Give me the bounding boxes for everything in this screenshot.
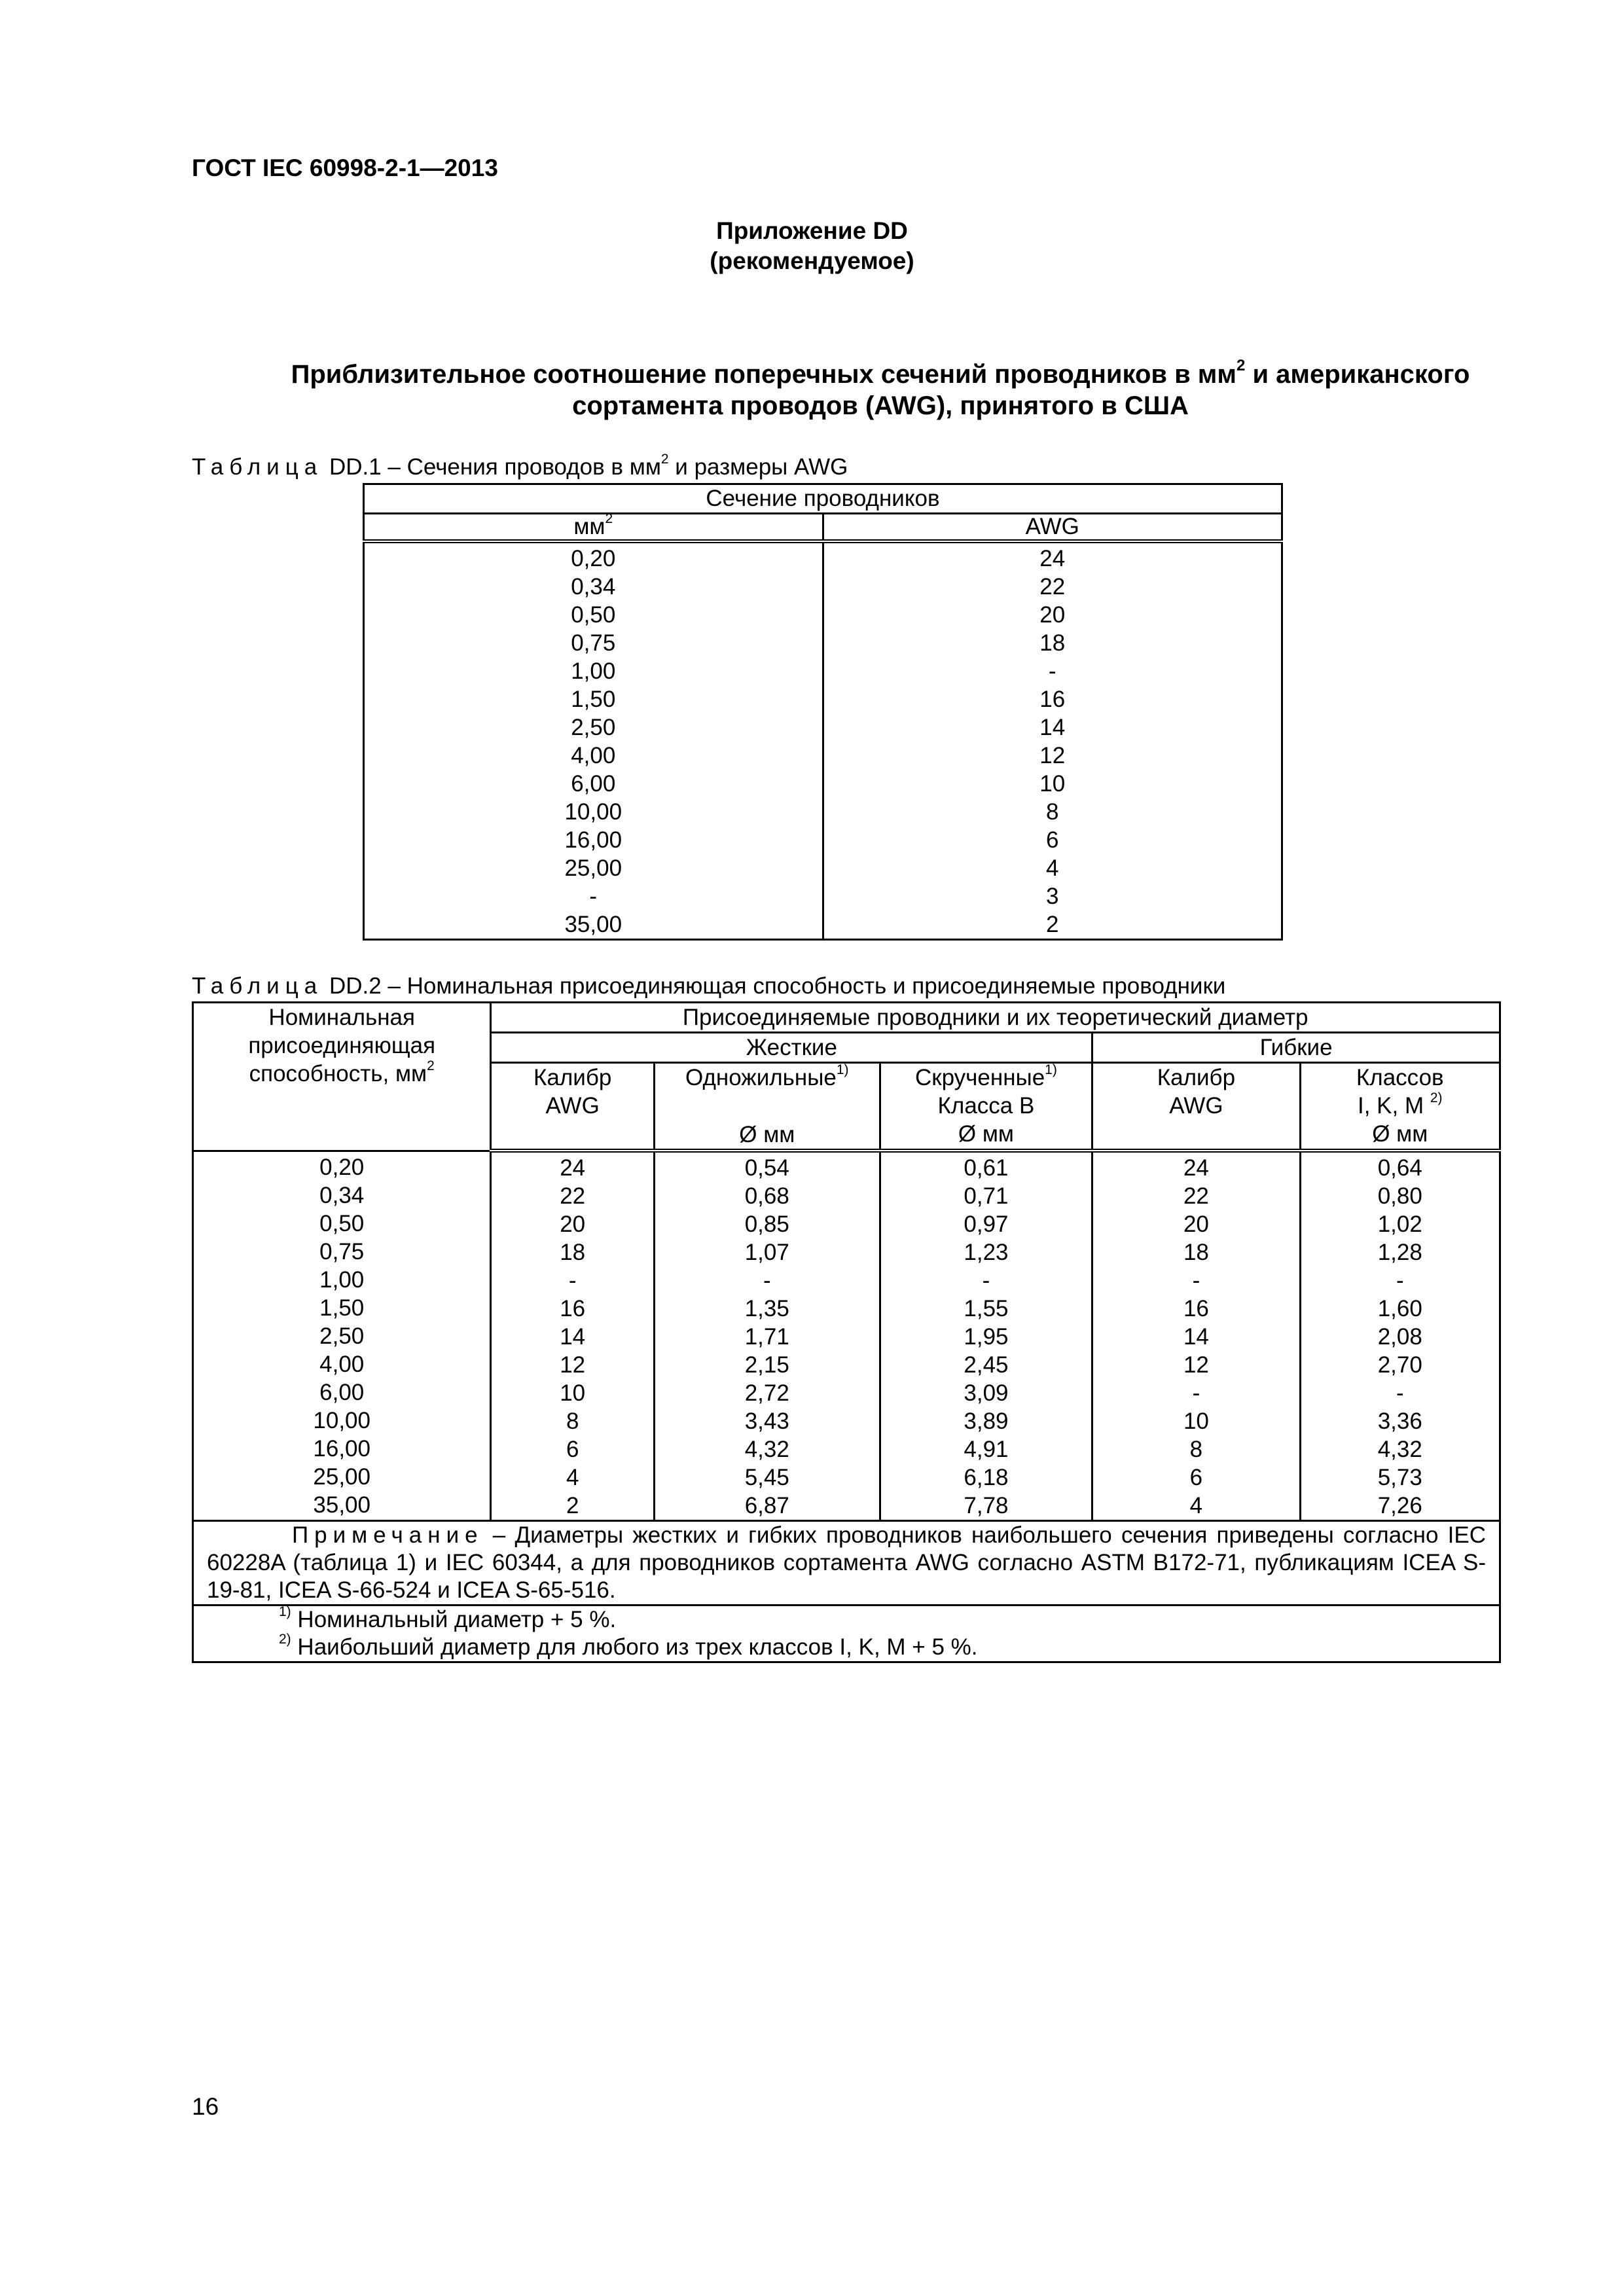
table-cell: 8 [1189,1437,1203,1462]
footnote-1: $^{1)}$ Номинальный диаметр + 5 %. [279,1604,617,1632]
table-cell: 1,00 [571,658,616,684]
table-cell: 16 [1183,1296,1209,1321]
table-cell: 1,35 [744,1296,789,1321]
table-cell: 4 [566,1465,579,1490]
table-cell: 0,71 [964,1183,1009,1209]
table-cell: 5,45 [744,1465,789,1490]
table-cell: 0,85 [744,1211,789,1237]
main-heading-line-1: Приблизительное соотношение поперечных сечений проводников в $мм^2$ и американского [291,356,1470,389]
table2-footnotes [193,1605,1500,1662]
table-cell: 1,23 [964,1240,1009,1265]
table2-header-gauge-flexible: Калибр AWG [1092,1063,1300,1151]
table-cell: 24 [1183,1155,1209,1181]
table-cell: - [1396,1268,1404,1293]
appendix-status: (рекомендуемое) [710,247,914,274]
table1-caption: Таблица DD.1 – Сечения проводов в $мм^2$ и размеры AWG [192,452,848,480]
table-cell: 4 [1189,1493,1203,1518]
table-cell: - [1048,658,1056,684]
table-cell: 0,20 [319,1154,365,1180]
table2-col-awg-rigid [491,1151,655,1521]
table-cell: 22 [560,1183,586,1209]
table-cell: 4,32 [1377,1437,1422,1462]
table-cell: - [568,1268,577,1293]
table2-header-group: Присоединяемые проводники и их теоретический диаметр [491,1003,1500,1033]
table1-caption-word: Таблица [192,454,323,480]
table-cell: 2,70 [1377,1352,1422,1378]
table1-awg-values [823,541,1282,940]
table-cell: 6 [566,1437,579,1462]
table-cell: 35,00 [313,1492,370,1518]
table-dd1 [363,483,1283,941]
table2-caption: Таблица DD.2 – Номинальная присоединяющая способность и присоединяемые проводники [192,973,1226,999]
table-cell: 1,02 [1377,1211,1422,1237]
table-cell: 2,08 [1377,1324,1422,1350]
table-cell: 1,50 [571,687,616,712]
table-cell: 0,75 [319,1238,365,1265]
table-cell: 2,45 [964,1352,1009,1378]
table-cell: - [1192,1268,1200,1293]
table2-caption-word: Таблица [192,973,323,999]
table2-col-classes [1300,1151,1500,1521]
table-cell: 8 [566,1408,579,1434]
table-cell: 5,73 [1377,1465,1422,1490]
table-cell: 16,00 [564,827,623,853]
table-cell: 2,50 [319,1323,365,1349]
standard-designation: ГОСТ IEC 60998-2-1—2013 [192,154,498,181]
table-cell: 4,00 [319,1351,365,1377]
table-cell: 1,60 [1377,1296,1422,1321]
table-cell: 3,36 [1377,1408,1422,1434]
table2-col-nominal [193,1151,491,1521]
table-cell: 10 [1039,771,1066,797]
table-cell: 1,71 [744,1324,789,1350]
table-cell: - [589,884,598,909]
table-cell: - [1396,1380,1404,1406]
table2-header-rigid: Жесткие [491,1033,1092,1063]
table1-col-awg: AWG [823,514,1282,542]
table-cell: 10 [1183,1408,1209,1434]
table2-note: Примечание – Диаметры жестких и гибких проводников наибольшего сечения приведены согласно IEC 60228A (таблица 1) и IEC 60344, а для проводников сортамента AWG согласно ASTM B172-71, публикациям ICEA S-19-81, ICEA S-66-524 и ICEA S-65-516. [193,1521,1500,1605]
table-cell: 6,18 [964,1465,1009,1490]
table-cell: - [982,1268,990,1293]
table-cell: 4,91 [964,1437,1009,1462]
table2-col-stranded [880,1151,1092,1521]
table-cell: 1,95 [964,1324,1009,1350]
table-cell: 6 [1189,1465,1203,1490]
table-cell: 14 [1183,1324,1209,1350]
table-cell: 12 [1039,743,1066,768]
table-cell: 0,97 [964,1211,1009,1237]
table-cell: 4,00 [571,743,616,768]
table-cell: 1,07 [744,1240,789,1265]
table-cell: 1,00 [319,1266,365,1293]
table-cell: 6,00 [571,771,616,797]
table-cell: 0,50 [571,602,616,628]
table-cell: 1,28 [1377,1240,1422,1265]
table-cell: 1,55 [964,1296,1009,1321]
table1-mm-values [364,541,823,940]
table-cell: 3,89 [964,1408,1009,1434]
table2-header-classes: Классов I, K, M $^{2)}$ Ø мм [1300,1063,1500,1151]
page-number: 16 [192,2093,219,2120]
table2-header-flexible: Гибкие [1092,1033,1500,1063]
table-cell: 3 [1046,884,1059,909]
table-cell: 3,09 [964,1380,1009,1406]
table-cell: 0,64 [1377,1155,1422,1181]
table-cell: 24 [1039,546,1066,571]
table-cell: 6,87 [744,1493,789,1518]
table-cell: 35,00 [564,912,623,937]
table-cell: 10,00 [313,1407,370,1433]
table-cell: 14 [1039,715,1066,740]
table-cell: 0,34 [319,1182,365,1208]
table-cell: 14 [560,1324,586,1350]
table-cell: 8 [1046,799,1059,825]
table-cell: 6,00 [319,1379,365,1405]
table-cell: - [763,1268,771,1293]
table-cell: 1,50 [319,1295,365,1321]
appendix-title: Приложение DD [716,217,908,244]
table-cell: 16,00 [313,1435,370,1462]
table-cell: 4 [1046,855,1059,881]
table-cell: 20 [1183,1211,1209,1237]
table-cell: 12 [560,1352,586,1378]
table-cell: 22 [1039,574,1066,600]
table-cell: 0,54 [744,1155,789,1181]
table-cell: 7,78 [964,1493,1009,1518]
table-cell: 0,34 [571,574,616,600]
table2-col-solid [654,1151,880,1521]
table-cell: 10,00 [564,799,623,825]
main-heading [216,356,1545,422]
table2-header-nominal: Номинальная присоединяющая способность, $мм^2$ [193,1003,491,1151]
table-cell: 2,15 [744,1352,789,1378]
footnote-2: $^{2)}$ Наибольший диаметр для любого из трех классов I, K, M + 5 %. [279,1632,978,1660]
table-cell: 20 [1039,602,1066,628]
table-cell: 2,72 [744,1380,789,1406]
table-cell: 24 [560,1155,586,1181]
table-cell: 0,61 [964,1155,1009,1181]
table1-group-header: Сечение проводников [364,484,1282,514]
table-cell: 3,43 [744,1408,789,1434]
main-heading-line-2: сортамента проводов (AWG), принятого в США [572,391,1189,420]
table-cell: 25,00 [313,1463,370,1490]
table-cell: 0,80 [1377,1183,1422,1209]
table-cell: 0,68 [744,1183,789,1209]
table1-col-mm: $мм^2$ [364,514,823,542]
table2-header-gauge-rigid: Калибр AWG [491,1063,655,1151]
table-cell: 22 [1183,1183,1209,1209]
table-cell: 25,00 [564,855,623,881]
table-cell: 2 [566,1493,579,1518]
table-cell: 2,50 [571,715,616,740]
table-cell: 10 [560,1380,586,1406]
table-cell: 6 [1046,827,1059,853]
table-cell: 16 [1039,687,1066,712]
table2-header-stranded: Скрученные$^{1)}$ Класса B Ø мм [880,1063,1092,1151]
table2-col-awg-flexible [1092,1151,1300,1521]
table-cell: 18 [560,1240,586,1265]
table-cell: 0,20 [571,546,616,571]
table-cell: 16 [560,1296,586,1321]
table-cell: 18 [1183,1240,1209,1265]
table-cell: 18 [1039,630,1066,656]
table-cell: 20 [560,1211,586,1237]
table-cell: - [1192,1380,1200,1406]
table-cell: 2 [1046,912,1059,937]
table-cell: 12 [1183,1352,1209,1378]
table-cell: 0,75 [571,630,616,656]
table-cell: 7,26 [1377,1493,1422,1518]
table-cell: 0,50 [319,1210,365,1236]
table-cell: 4,32 [744,1437,789,1462]
table-dd2 [192,1001,1501,1663]
table2-header-solid: Одножильные$^{1)}$ Ø мм [654,1063,880,1151]
